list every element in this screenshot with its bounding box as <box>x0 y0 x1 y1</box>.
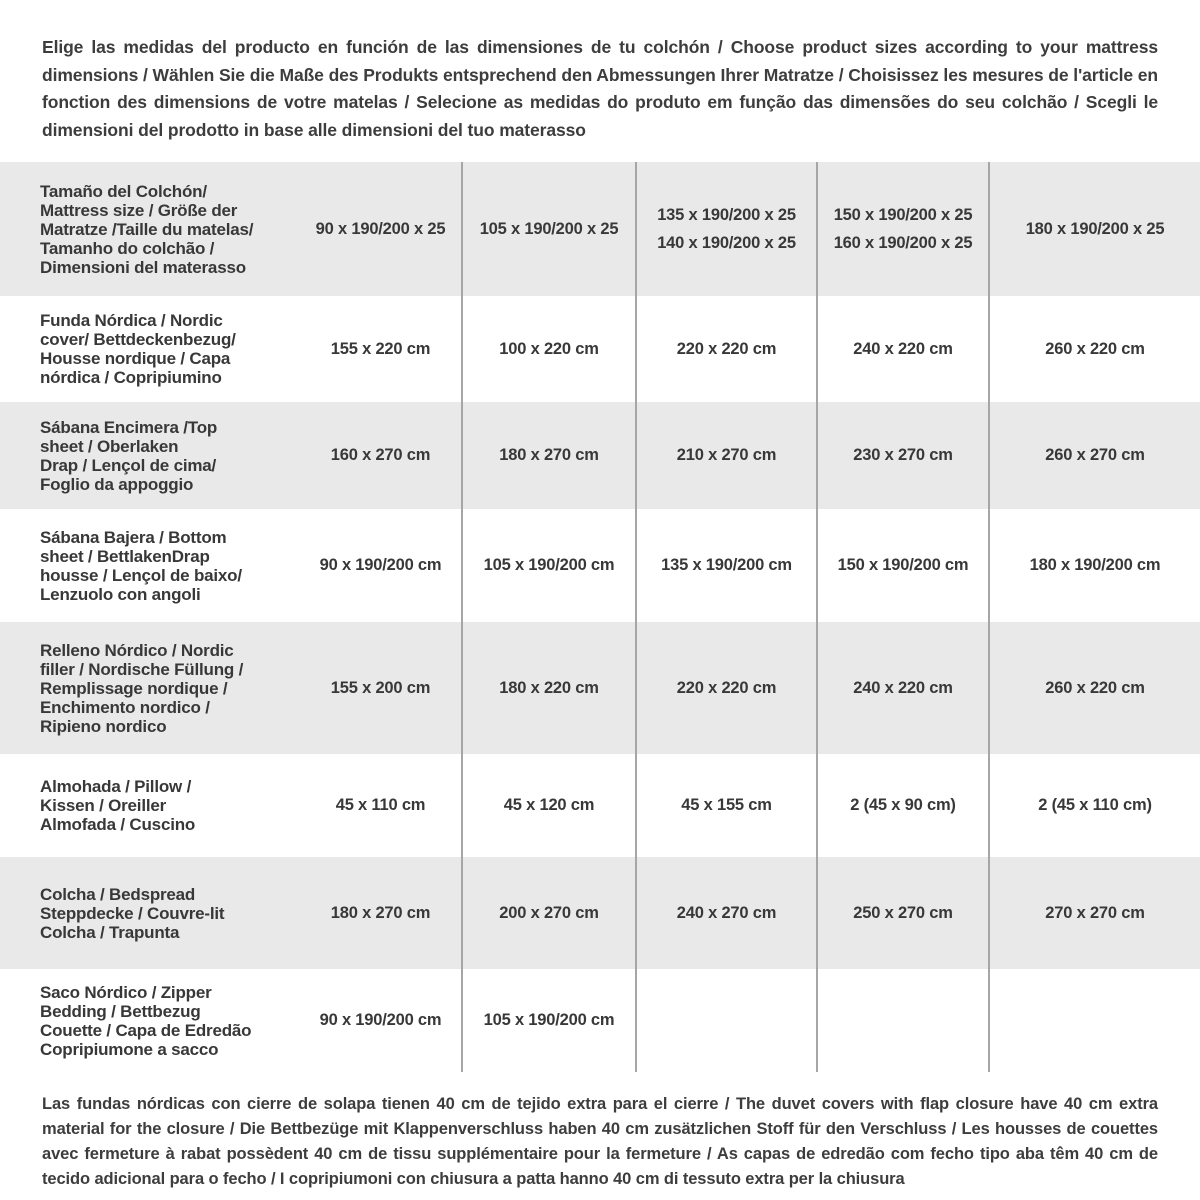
size-cell: 250 x 270 cm <box>818 857 990 969</box>
size-cell: 105 x 190/200 cm <box>463 509 637 622</box>
size-cell: 240 x 220 cm <box>818 296 990 402</box>
size-cell: 90 x 190/200 x 25 <box>300 162 463 296</box>
size-cell <box>818 969 990 1072</box>
size-cell: 220 x 220 cm <box>637 622 818 754</box>
size-cell: 150 x 190/200 cm <box>818 509 990 622</box>
size-cell: 160 x 270 cm <box>300 402 463 509</box>
size-cell: 150 x 190/200 x 25 160 x 190/200 x 25 <box>818 162 990 296</box>
row-label: Relleno Nórdico / Nordic filler / Nordische Füllung / Remplissage nordique / Enchimento nordico / Ripieno nordico <box>40 640 244 736</box>
size-cell: 240 x 270 cm <box>637 857 818 969</box>
row-label: Almohada / Pillow / Kissen / Oreiller Almofada / Cuscino <box>40 777 196 834</box>
size-cell: 220 x 220 cm <box>637 296 818 402</box>
table-row <box>0 857 1200 969</box>
size-cell: 135 x 190/200 cm <box>637 509 818 622</box>
table-row <box>0 622 1200 754</box>
size-cell: 260 x 220 cm <box>1045 339 1145 358</box>
size-cell: 90 x 190/200 cm <box>300 509 463 622</box>
size-cell: 45 x 155 cm <box>637 754 818 857</box>
size-cell <box>637 969 818 1072</box>
size-cell: 180 x 270 cm <box>300 857 463 969</box>
row-label: Sábana Encimera /Top sheet / Oberlaken Drap / Lençol de cima/ Foglio da appoggio <box>40 417 218 494</box>
size-cell: 260 x 220 cm <box>1045 678 1145 697</box>
row-label: Saco Nórdico / Zipper Bedding / Bettbezug Couette / Capa de Edredão Copripiumone a sacco <box>40 982 252 1059</box>
size-cell: 45 x 110 cm <box>300 754 463 857</box>
size-cell: 210 x 270 cm <box>637 402 818 509</box>
table-row <box>0 402 1200 509</box>
row-label: Sábana Bajera / Bottom sheet / BettlakenDrap housse / Lençol de baixo/ Lenzuolo con angoli <box>40 527 242 604</box>
size-table <box>0 162 1200 1072</box>
size-cell: 180 x 220 cm <box>463 622 637 754</box>
table-row <box>0 509 1200 622</box>
size-cell: 100 x 220 cm <box>463 296 637 402</box>
table-row <box>0 754 1200 857</box>
size-cell <box>990 969 1200 1072</box>
size-cell: 2 (45 x 90 cm) <box>818 754 990 857</box>
size-cell: 155 x 200 cm <box>300 622 463 754</box>
size-cell: 105 x 190/200 cm <box>463 969 637 1072</box>
size-cell: 180 x 270 cm <box>463 402 637 509</box>
table-row <box>0 969 1200 1072</box>
footnote-text: Las fundas nórdicas con cierre de solapa tienen 40 cm de tejido extra para el cierre / The duvet covers with flap closure have 40 cm extra material for the closure / Die Bettbezüge mit Klappenverschluss haben 40 cm zusätzlichen Stoff für den Verschluss / Les housses de couettes avec fermeture à rabat possèdent 40 cm de tissu supplémentaire pour la fermeture / As capas de edredão com fecho tipo aba têm 40 cm de tecido adicional para o fecho / I copripiumoni con chiusura a patta hanno 40 cm di tessuto extra per la chiusura <box>42 1095 1158 1188</box>
row-label: Tamaño del Colchón/ Mattress size / Größe der Matratze /Taille du matelas/ Tamanho do colchão / Dimensioni del materasso <box>40 181 254 277</box>
size-cell: 230 x 270 cm <box>818 402 990 509</box>
size-cell: 2 (45 x 110 cm) <box>1038 796 1152 814</box>
size-cell: 260 x 270 cm <box>1045 446 1145 464</box>
size-cell: 155 x 220 cm <box>300 296 463 402</box>
row-label: Funda Nórdica / Nordic cover/ Bettdeckenbezug/ Housse nordique / Capa nórdica / Copripiumino <box>40 311 236 387</box>
size-cell: 105 x 190/200 x 25 <box>463 162 637 296</box>
table-row <box>0 296 1200 402</box>
table-header-row <box>0 162 1200 296</box>
size-cell: 200 x 270 cm <box>463 857 637 969</box>
size-cell: 45 x 120 cm <box>463 754 637 857</box>
size-cell: 270 x 270 cm <box>1045 903 1145 922</box>
size-cell: 180 x 190/200 x 25 <box>1025 219 1165 238</box>
size-cell: 135 x 190/200 x 25 140 x 190/200 x 25 <box>637 162 818 296</box>
row-label: Colcha / Bedspread Steppdecke / Couvre-lit Colcha / Trapunta <box>40 884 225 942</box>
size-cell: 240 x 220 cm <box>818 622 990 754</box>
intro-text: Elige las medidas del producto en función de las dimensiones de tu colchón / Choose product sizes according to your mattress dimensions / Wählen Sie die Maße des Produkts entsprechend den Abmessungen Ihrer Matratze / Choisissez les mesures de l'article en fonction des dimensions de votre matelas / Selecione as medidas do produto em função das dimensões do seu colchão / Scegli le dimensioni del prodotto in base alle dimensioni del tuo materasso <box>42 37 1158 140</box>
size-cell: 180 x 190/200 cm <box>1029 556 1161 574</box>
size-cell: 90 x 190/200 cm <box>300 969 463 1072</box>
